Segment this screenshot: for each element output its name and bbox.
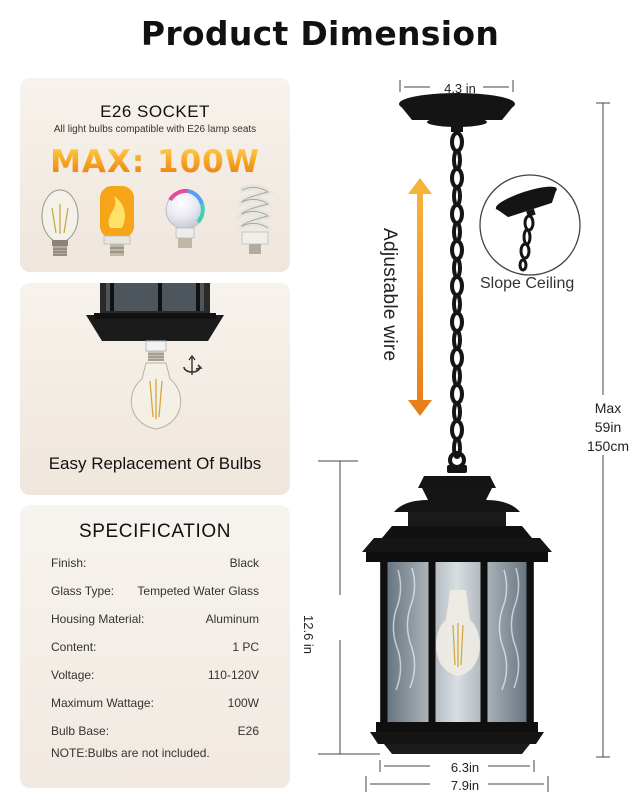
bulb-replacement-card bbox=[20, 283, 290, 495]
flame-bulb-icon bbox=[100, 186, 134, 256]
spec-value: Aluminum bbox=[205, 612, 259, 626]
socket-title: E26 SOCKET bbox=[100, 102, 210, 121]
bulb-replacement-label: Easy Replacement Of Bulbs bbox=[48, 454, 262, 473]
spec-value: 110-120V bbox=[207, 668, 259, 682]
max-height-line: Max bbox=[594, 400, 622, 416]
spec-value: 100W bbox=[227, 696, 259, 710]
spec-row bbox=[51, 717, 259, 745]
spec-value: Black bbox=[229, 556, 259, 570]
spec-label: Maximum Wattage: bbox=[51, 696, 154, 710]
spec-label: Housing Material: bbox=[51, 612, 145, 626]
spec-row bbox=[51, 577, 259, 605]
page-title: Product Dimension bbox=[140, 14, 500, 53]
spec-row bbox=[51, 549, 259, 577]
spiral-bulb-icon bbox=[242, 187, 268, 254]
socket-subtitle: All light bulbs compatible with E26 lamp seats bbox=[53, 124, 257, 135]
spec-value: 1 PC bbox=[232, 640, 259, 654]
lantern-body bbox=[362, 453, 552, 754]
body-height-dimension bbox=[318, 461, 380, 754]
slope-ceiling-inset bbox=[480, 175, 580, 275]
spec-label: Voltage: bbox=[51, 668, 95, 682]
spec-label: Bulb Base: bbox=[51, 724, 110, 738]
compatible-bulbs-image bbox=[30, 178, 280, 268]
specification-note: NOTE:Bulbs are not included. bbox=[51, 746, 210, 760]
spec-row bbox=[51, 633, 259, 661]
edison-bulb-icon bbox=[42, 190, 78, 256]
max-height-inches: 59in bbox=[594, 419, 622, 435]
socket-card bbox=[20, 78, 290, 272]
specification-card bbox=[20, 505, 290, 788]
max-height-cm: 150cm bbox=[586, 438, 630, 454]
adjustable-wire-label: Adjustable wire bbox=[379, 228, 400, 362]
specification-title: SPECIFICATION bbox=[78, 521, 232, 542]
spec-label: Finish: bbox=[51, 556, 87, 570]
spec-row bbox=[51, 689, 259, 717]
spec-row bbox=[51, 661, 259, 689]
dimension-drawing bbox=[300, 60, 640, 800]
spec-value: E26 bbox=[237, 724, 259, 738]
spec-row bbox=[51, 605, 259, 633]
specification-table bbox=[51, 549, 259, 745]
rotate-icon bbox=[184, 356, 201, 375]
canopy-width-label: 4.3 in bbox=[444, 81, 476, 96]
chain bbox=[452, 133, 462, 457]
slope-ceiling-label: Slope Ceiling bbox=[480, 275, 575, 292]
spec-label: Content: bbox=[51, 640, 97, 654]
adjustable-wire-arrow-icon bbox=[408, 178, 432, 416]
max-wattage-banner: MAX: 100W bbox=[20, 144, 290, 180]
smart-bulb-icon bbox=[166, 191, 204, 248]
max-height-label bbox=[578, 399, 638, 456]
top-width-label: 7.9in bbox=[450, 778, 480, 793]
bottom-width-label: 6.3in bbox=[450, 760, 480, 775]
spec-label: Glass Type: bbox=[51, 584, 115, 598]
body-height-label: 12.6 in bbox=[301, 615, 316, 655]
bulb-replacement-image bbox=[20, 283, 290, 443]
spec-value: Tempeted Water Glass bbox=[137, 584, 259, 598]
ceiling-canopy bbox=[399, 93, 515, 132]
